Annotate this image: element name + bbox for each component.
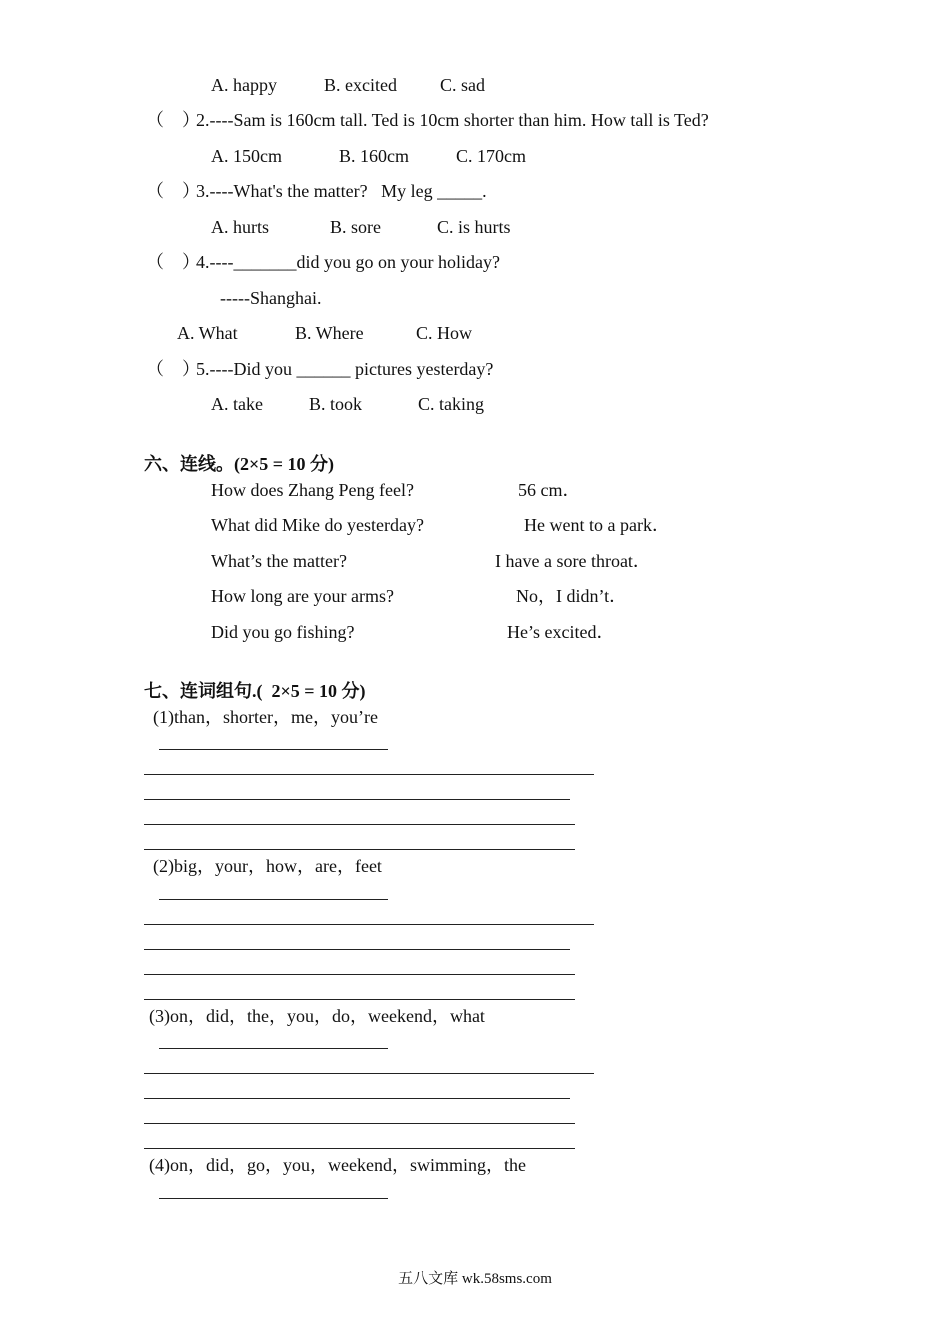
section7-title: 七、连词组句.( 2×5 = 10 分) xyxy=(144,681,366,701)
q4-option-b: B. Where xyxy=(295,323,364,343)
q1-option-b: B. excited xyxy=(324,75,397,95)
writing-line xyxy=(144,824,575,825)
match-answer-2: He went to a park． xyxy=(524,515,670,535)
match-answer-1: 56 cm． xyxy=(518,480,581,500)
match-question-3: What’s the matter? xyxy=(211,551,347,571)
writing-line xyxy=(144,924,594,925)
sentence-item-4: (4)on，did，go，you，weekend，swimming，the xyxy=(149,1155,526,1175)
sentence-item-3: (3)on，did，the，you，do，weekend，what xyxy=(149,1006,485,1026)
q3-paren: （ ） xyxy=(146,181,200,201)
q5-paren: （ ） xyxy=(146,359,200,379)
q4-stem: 4.----_______did you go on your holiday? xyxy=(196,252,500,272)
q5-option-c: C. taking xyxy=(418,394,484,414)
answer-line[interactable] xyxy=(159,1198,388,1199)
writing-line xyxy=(144,949,570,950)
q3-option-b: B. sore xyxy=(330,217,381,237)
sentence-item-2: (2)big，your，how，are，feet xyxy=(153,856,382,876)
q2-stem: 2.----Sam is 160cm tall. Ted is 10cm shorter than him. How tall is Ted? xyxy=(196,110,709,130)
writing-line xyxy=(144,1123,575,1124)
match-answer-3: I have a sore throat． xyxy=(495,551,651,571)
q2-paren: （ ） xyxy=(146,110,200,130)
writing-line xyxy=(144,999,575,1000)
match-question-2: What did Mike do yesterday? xyxy=(211,515,424,535)
footer-watermark: 五八文库 wk.58sms.com xyxy=(398,1271,552,1287)
q2-option-a: A. 150cm xyxy=(211,146,282,166)
writing-line xyxy=(144,974,575,975)
match-answer-5: He’s excited． xyxy=(507,622,615,642)
q4-paren: （ ） xyxy=(146,252,200,272)
q4-option-c: C. How xyxy=(416,323,473,343)
q5-option-b: B. took xyxy=(309,394,363,414)
sentence-item-1: (1)than，shorter，me，you’re xyxy=(153,707,378,727)
q1-option-c: C. sad xyxy=(440,75,485,95)
q5-stem: 5.----Did you ______ pictures yesterday? xyxy=(196,359,494,379)
answer-line[interactable] xyxy=(159,1048,388,1049)
match-question-5: Did you go fishing? xyxy=(211,622,355,642)
writing-line xyxy=(144,849,575,850)
q4-reply: -----Shanghai. xyxy=(220,288,322,308)
q4-option-a: A. What xyxy=(177,323,238,343)
writing-line xyxy=(144,774,594,775)
q3-option-c: C. is hurts xyxy=(437,217,511,237)
answer-line[interactable] xyxy=(159,899,388,900)
writing-line xyxy=(144,799,570,800)
writing-line xyxy=(144,1098,570,1099)
writing-line xyxy=(144,1073,594,1074)
q3-stem: 3.----What's the matter? My leg _____. xyxy=(196,181,487,201)
q3-option-a: A. hurts xyxy=(211,217,269,237)
match-question-1: How does Zhang Peng feel? xyxy=(211,480,414,500)
q5-option-a: A. take xyxy=(211,394,263,414)
q2-option-c: C. 170cm xyxy=(456,146,526,166)
q1-option-a: A. happy xyxy=(211,75,277,95)
q2-option-b: B. 160cm xyxy=(339,146,409,166)
writing-line xyxy=(144,1148,575,1149)
answer-line[interactable] xyxy=(159,749,388,750)
match-question-4: How long are your arms? xyxy=(211,586,394,606)
match-answer-4: No，I didn’t． xyxy=(516,586,628,606)
section6-title: 六、连线。(2×5 = 10 分) xyxy=(144,454,335,474)
